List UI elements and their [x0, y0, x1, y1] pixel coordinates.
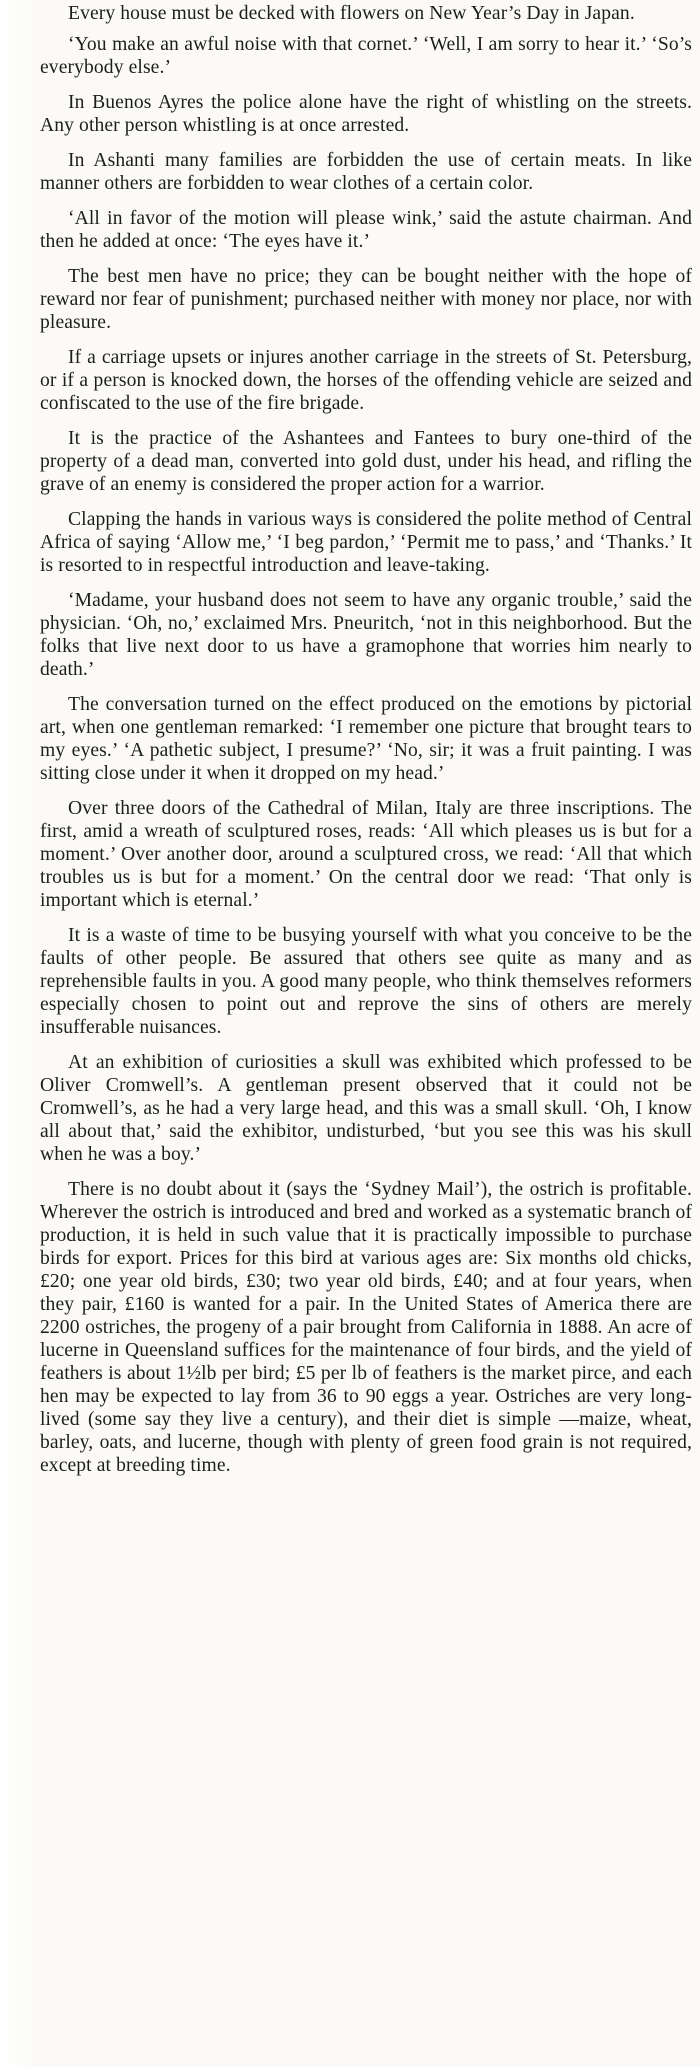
paragraph-milan-cathedral: Over three doors of the Cathedral of Milan, Italy are three inscriptions. The first, amid a wreath of sculptured roses, reads: ‘All which pleases us is but for a moment.’ Over another door, around a sculptured cross, we read: ‘All that which troubles us is but for a moment.’ On the central door we read: ‘That only is important which is eternal.’: [40, 798, 692, 911]
paragraph-faults-of-others: It is a waste of time to be busying yourself with what you conceive to be the faults of other people. Be assured that others see quite as many and as reprehensible faults in you. A good many people, who think themselves reformers especially chosen to point out and reprove the sins of others are merely insufferable nuisances.: [40, 925, 692, 1038]
paragraph-st-petersburg-carriages: If a carriage upsets or injures another carriage in the streets of St. Petersburg, or if a person is knocked down, the horses of the offending vehicle are seized and confiscated to the use of the fire brigade.: [40, 347, 692, 414]
paragraph-fruit-painting-joke: The conversation turned on the effect produced on the emotions by pictorial art, when one gentleman remarked: ‘I remember one picture that brought tears to my eyes.’ ‘A pathetic subject, I presume?’ ‘No, sir; it was a fruit painting. I was sitting close under it when it dropped on my head.’: [40, 694, 692, 784]
paragraph-central-africa-clapping: Clapping the hands in various ways is considered the polite method of Central Africa of saying ‘Allow me,’ ‘I beg pardon,’ ‘Permit me to pass,’ and ‘Thanks.’ It is resorted to in respectful introduction and leave-taking.: [40, 509, 692, 576]
paragraph-ashantee-burial: It is the practice of the Ashantees and Fantees to bury one-third of the property of a dead man, converted into gold dust, under his head, and rifling the grave of an enemy is considered the proper action for a warrior.: [40, 428, 692, 495]
text-column: [40, 2, 692, 1489]
paragraph-cromwell-skull: At an exhibition of curiosities a skull was exhibited which professed to be Oliver Cromwell’s. A gentleman present observed that it could not be Cromwell’s, as he had a very large head, and this was a small skull. ‘Oh, I know all about that,’ said the exhibitor, undisturbed, ‘but you see this was his skull when he was a boy.’: [40, 1052, 692, 1165]
paragraph-buenos-ayres-whistling: In Buenos Ayres the police alone have the right of whistling on the streets. Any other person whistling is at once arrested.: [40, 92, 692, 136]
paragraph-best-men: The best men have no price; they can be bought neither with the hope of reward nor fear of punishment; purchased neither with money nor place, nor with pleasure.: [40, 266, 692, 333]
paragraph-cornet-joke: ‘You make an awful noise with that cornet.’ ‘Well, I am sorry to hear it.’ ‘So’s everybody else.’: [40, 34, 692, 78]
paragraph-gramophone-joke: ‘Madame, your husband does not seem to have any organic trouble,’ said the physician. ‘Oh, no,’ exclaimed Mrs. Pneuritch, ‘not in this neighborhood. But the folks that live next door to us have a gramophone that worries him nearly to death.’: [40, 590, 692, 680]
page-edge-shading: [0, 0, 38, 2067]
paragraph-chairman-joke: ‘All in favor of the motion will please wink,’ said the astute chairman. And then he added at once: ‘The eyes have it.’: [40, 208, 692, 252]
paragraph-ostrich-farming: There is no doubt about it (says the ‘Sydney Mail’), the ostrich is profitable. Wherever the ostrich is introduced and bred and worked as a systematic branch of production, it is held in such value that it is practically impossible to purchase birds for export. Prices for this bird at various ages are: Six months old chicks, £20; one year old birds, £30; two year old birds, £40; and at four years, when they pair, £160 is wanted for a pair. In the United States of America there are 2200 ostriches, the progeny of a pair brought from California in 1888. An acre of lucerne in Queensland suffices for the maintenance of four birds, and the yield of feathers is about 1½lb per bird; £5 per lb of feathers is the market pirce, and each hen may be expected to lay from 36 to 90 eggs a year. Ostriches are very long-lived (some say they live a century), and their diet is simple —maize, wheat, barley, oats, and lucerne, though with plenty of green food grain is not required, except at breeding time.: [40, 1179, 692, 1476]
paragraph-new-years-flowers: Every house must be decked with flowers on New Year’s Day in Japan.: [68, 3, 635, 24]
paragraph-ashanti-customs: In Ashanti many families are forbidden the use of certain meats. In like manner others are forbidden to wear clothes of a certain color.: [40, 150, 692, 194]
